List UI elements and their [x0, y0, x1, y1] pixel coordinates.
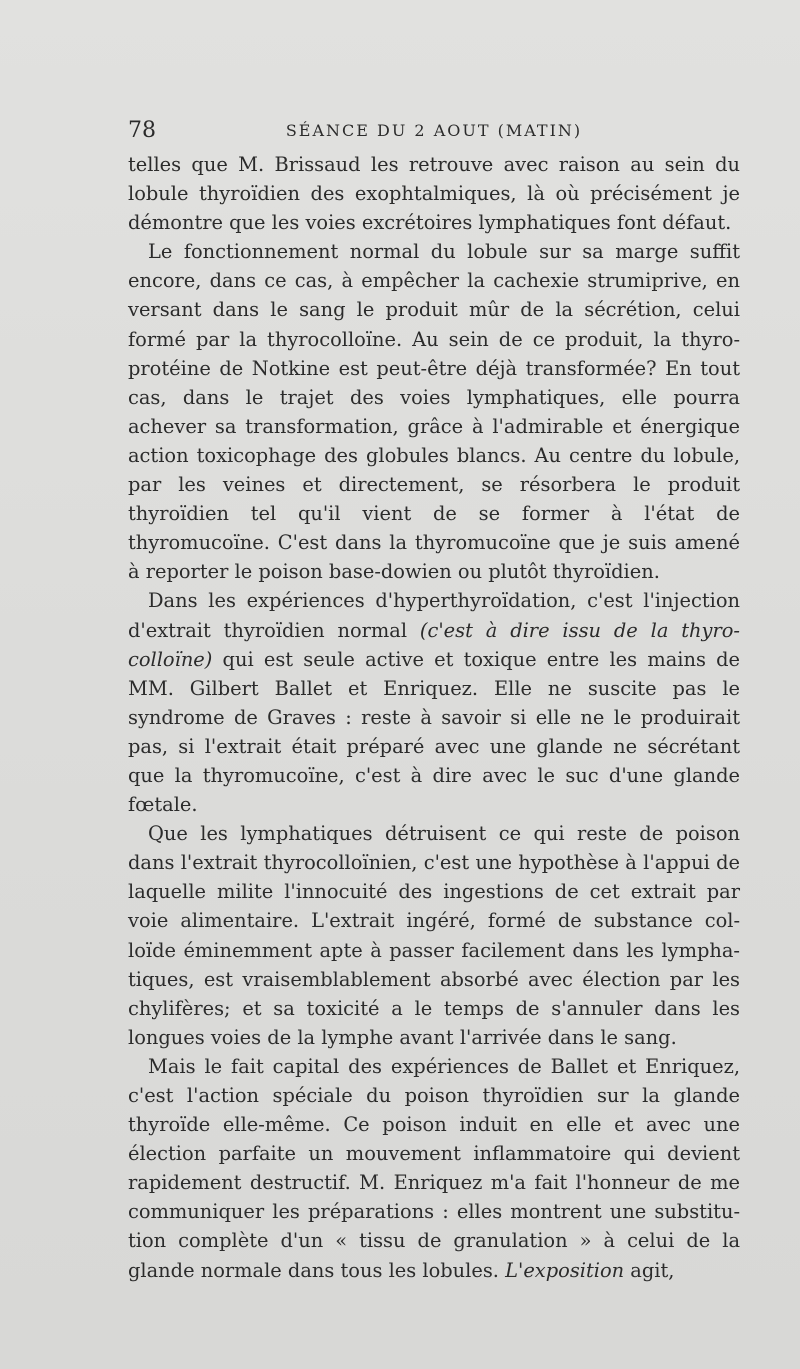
paragraph-text: agit,	[624, 1258, 675, 1282]
italic-text: L'exposition	[505, 1258, 625, 1282]
paragraph: Le fonctionnement normal du lobule sur sa marge suffit encore, dans ce cas, à empêcher la cachexie strumiprive, en versant dans le sang le produit mûr de la sécrétion, celui formé par la thyrocolloïne. Au sein de ce produit, la thyro-protéine de Notkine est peut-être déjà transformée? En tout cas, dans le trajet des voies lymphatiques, elle pourra achever sa transformation, grâce à l'admirable et énergique action toxicophage des globules blancs. Au centre du lobule, par les veines et directement, se résorbera le produit thyroïdien tel qu'il vient de se former à l'état de thyromucoïne. C'est dans la thyromucoïne que je suis amené à reporter le poison base-dowien ou plutôt thyroïdien.	[128, 240, 740, 584]
italic-text: (c'est à dire issu de la thyro-colloïne)	[128, 618, 740, 671]
body-text	[128, 150, 740, 1285]
paragraph	[128, 586, 740, 819]
paragraph: Que les lymphatiques détruisent ce qui reste de poison dans l'extrait thyrocolloïnien, c'est une hypothèse à l'appui de laquelle milite l'innocuité des ingestions de cet extrait par voie alimentaire. L'extrait ingéré, formé de substance col-loïde éminemment apte à passer facilement dans les lympha-tiques, est vraisemblablement absorbé avec élection par les chylifères; et sa toxicité a le temps de s'annuler dans les longues voies de la lymphe avant l'arrivée dans le sang.	[128, 822, 740, 1049]
paragraph-text: Mais le fait capital des expériences de Ballet et Enriquez, c'est l'action spéciale du poison thyroïdien sur la glande thyroïde elle-même. Ce poison induit en elle et avec une élection parfaite un mouvement inflammatoire qui devient rapidement destructif. M. Enriquez m'a fait l'honneur de me communiquer les préparations : elles montrent une substitu-tion complète d'un « tissu de granulation » à celui de la glande normale dans tous les lobules.	[128, 1054, 740, 1282]
paragraph-continued: telles que M. Brissaud les retrouve avec raison au sein du lobule thyroïdien des exophtalmiques, là où précisément je démontre que les voies excrétoires lymphatiques font défaut.	[128, 153, 740, 235]
page-header	[128, 118, 740, 148]
running-head: SÉANCE DU 2 AOUT (MATIN)	[285, 121, 583, 140]
paragraph-text: qui est seule active et toxique entre les mains de MM. Gilbert Ballet et Enriquez. Elle ne suscite pas le syndrome de Graves : reste à savoir si elle ne le produirait pas, si l'extrait était préparé avec une glande ne sécrétant que la thyromucoïne, c'est à dire avec le suc d'une glande fœtale.	[128, 647, 740, 817]
paragraph-text: Dans les expériences d'hyperthyroïdation, c'est l'injection d'extrait thyroïdien normal	[128, 589, 740, 642]
paragraph	[128, 1052, 740, 1285]
page-number: 78	[128, 118, 156, 143]
